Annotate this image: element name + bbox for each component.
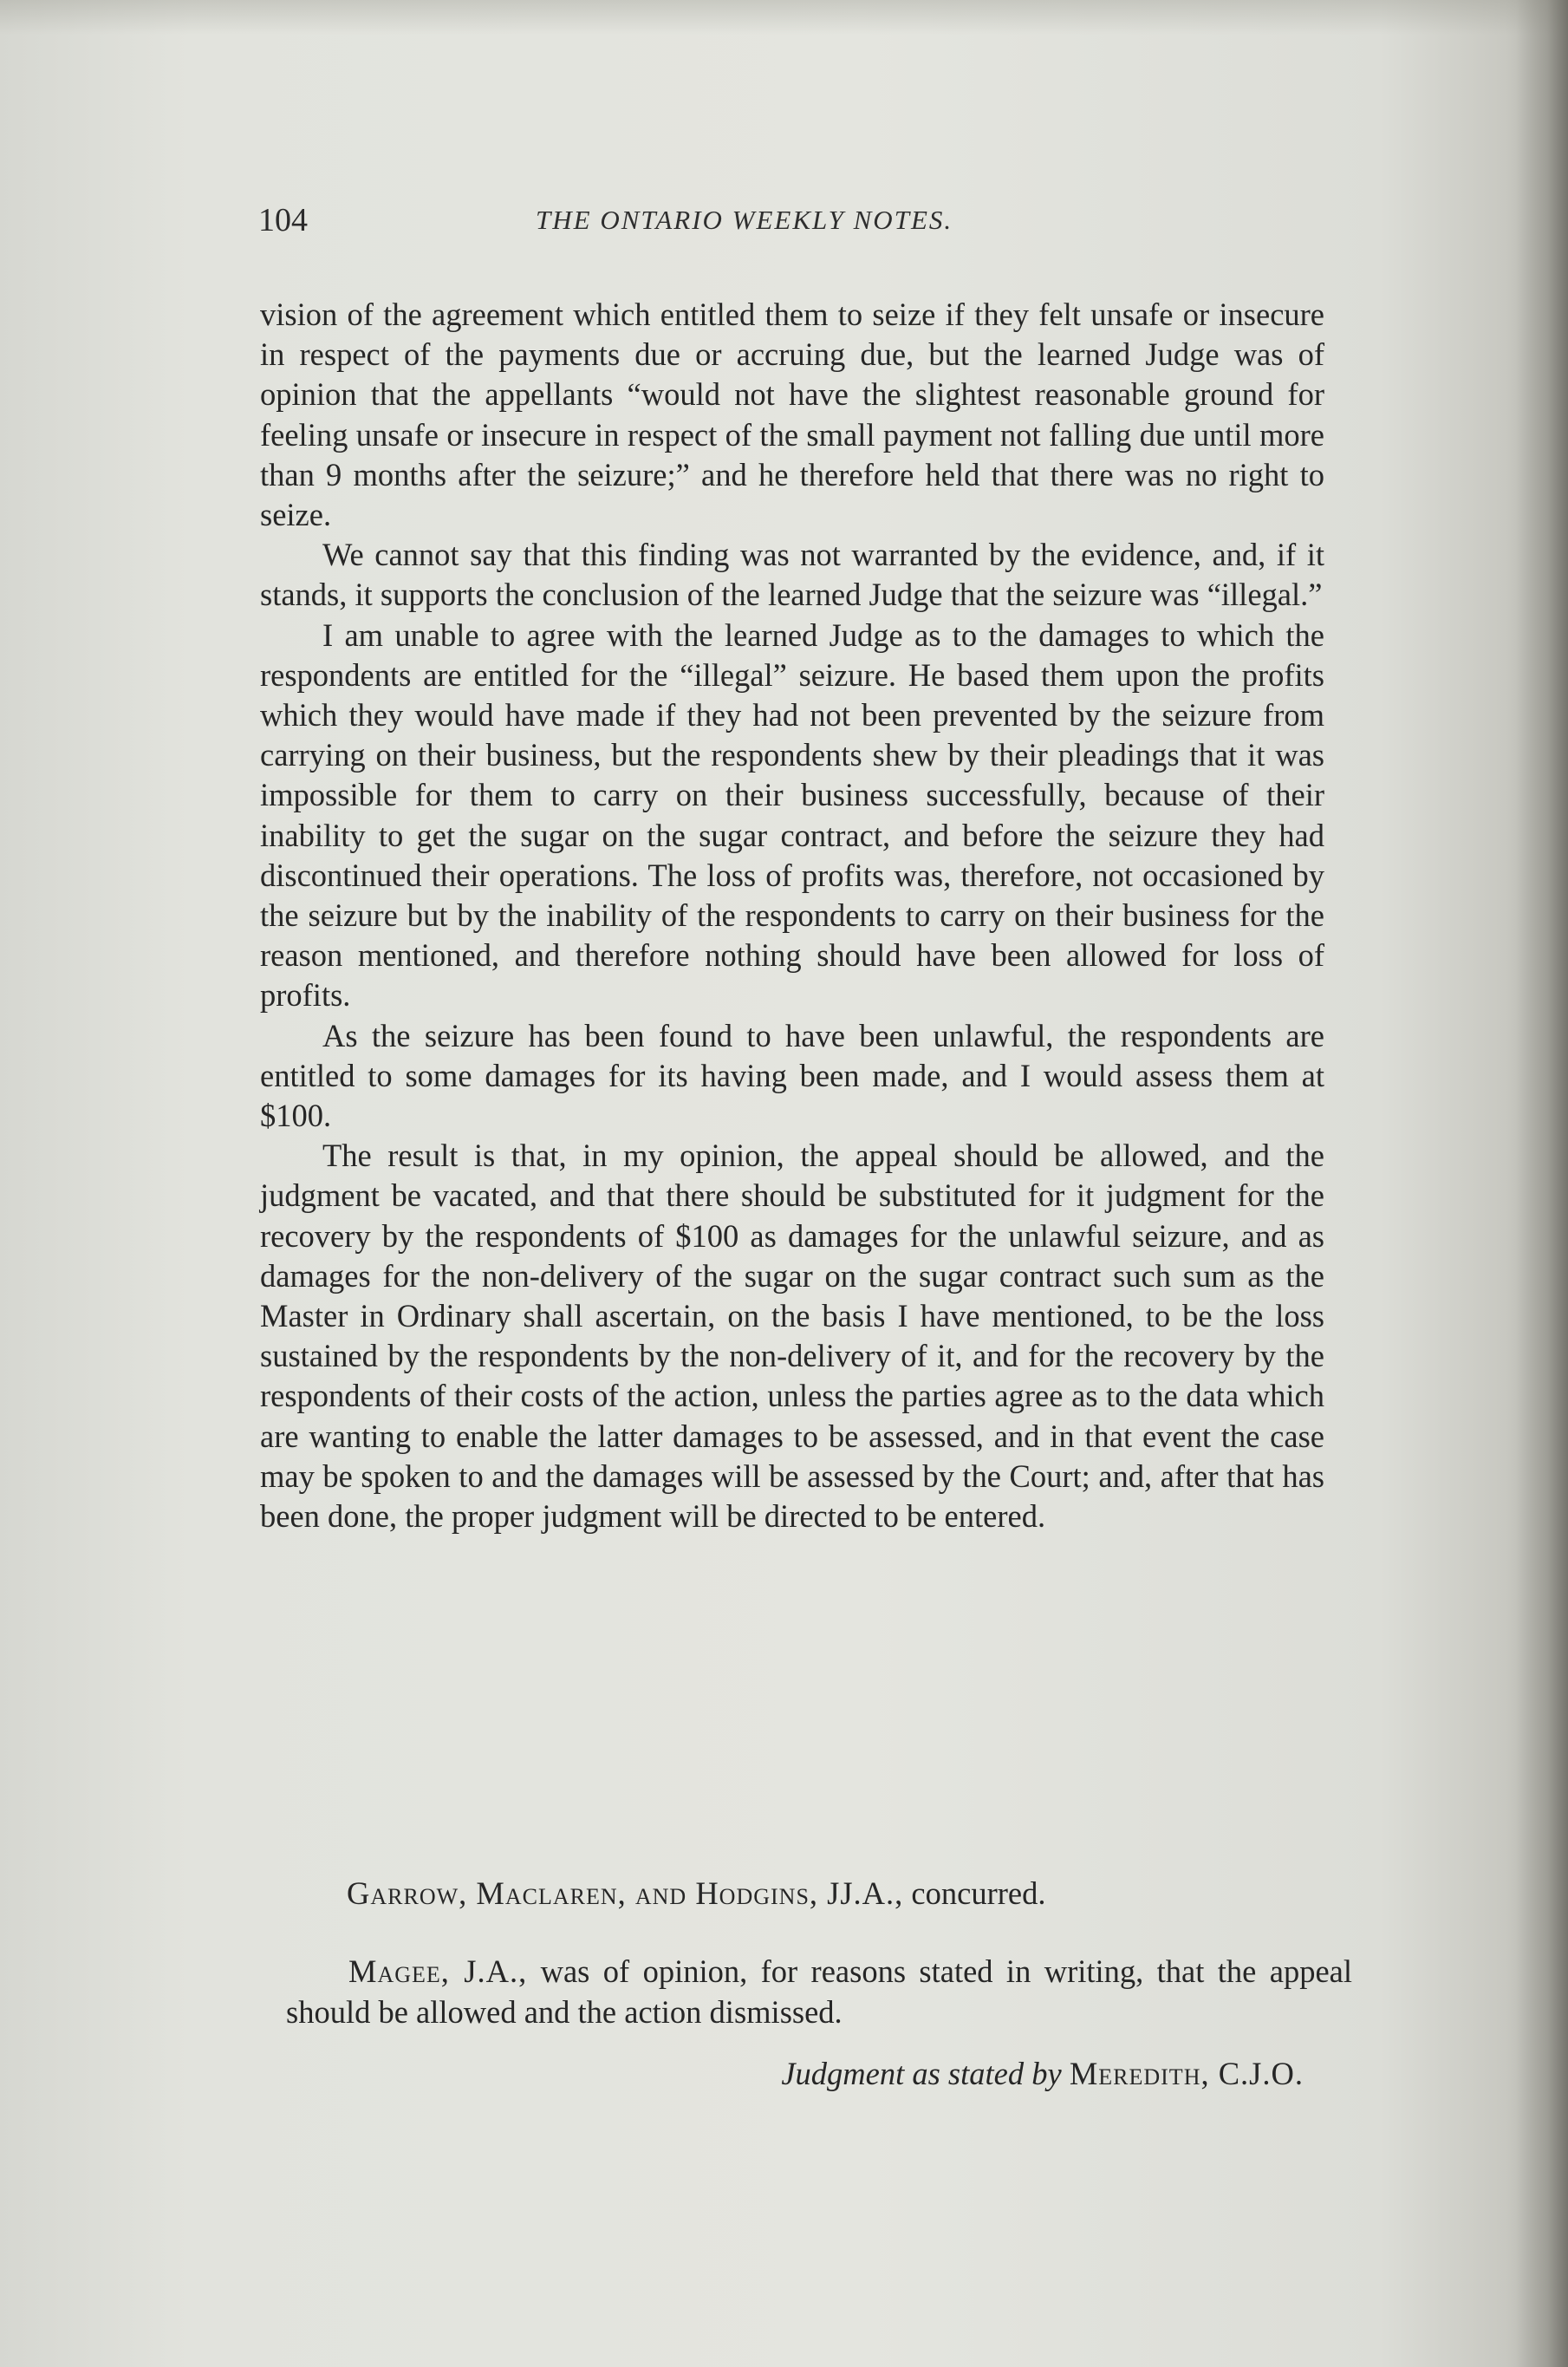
concurring-judges: Garrow, Maclaren, and Hodgins, JJ.A., [347,1875,904,1911]
dissent-text: was of opinion, for reasons stated in writing, that the appeal should be allowed and the action dismissed. [286,1953,1352,2030]
paragraph-result: The result is that, in my opinion, the appeal should be allowed, and the judgment be vacated, and that there should be substituted for it judgment for the recovery by the respondents of $100 as damages for the unlawful seizure, and as damages for the non-delivery of the sugar on the sugar contract such sum as the Master in Ordinary shall ascertain, on the basis I have mentioned, to be the loss sustained by the respondents by the non-delivery of it, and for the recovery by the respondents of their costs of the action, unless the parties agree as to the data which are wanting to enable the latter damages to be assessed, and in that event the case may be spoken to and the damages will be assessed by the Court; and, after that has been done, the proper judgment will be directed to be entered. [260,1138,1324,1535]
judgment-judge: Meredith, C.J.O. [1069,2056,1304,2091]
judgment-line [781,2055,1304,2092]
concurrence-line [260,1874,1335,1914]
page-header [258,201,1203,253]
paragraph-continuation: vision of the agreement which entitled them to seize if they felt unsafe or insecure in respect of the payments due or accruing due, but the learned Judge was of opinion that the appellants “would not have the slightest reasonable ground for feeling unsafe or insecure in respect of the small payment not falling due until more than 9 months after the seizure;” and he therefore held that there was no right to seize. [260,297,1324,533]
paragraph-assessment: As the seizure has been found to have been unlawful, the respondents are entitled to some damages for its having been made, and I would assess them at $100. [260,1017,1324,1134]
paragraph-finding: We cannot say that this finding was not warranted by the evidence, and, if it stands, it supports the conclusion of the learned Judge that the seizure was “illegal.” [260,537,1324,613]
body-text [260,295,1324,1536]
book-spine-shadow [1516,0,1568,2367]
paragraph-damages: I am unable to agree with the learned Judge as to the damages to which the respondents are entitled for the “illegal” seizure. He based them upon the profits which they would have made if they had not been prevented by the seizure from carrying on their business, but the respondents shew by their pleadings that it was impossible for them to carry on their business successfully, because of their inability to get the sugar on the sugar contract, and before the seizure they had discontinued their operations. The loss of profits was, therefore, not occasioned by the seizure but by the inability of the respondents to carry on their business for the reason mentioned, and therefore nothing should have been allowed for loss of profits. [260,616,1324,1014]
running-head: THE ONTARIO WEEKLY NOTES. [536,205,953,235]
concurrence-verb: concurred. [911,1875,1046,1911]
dissenting-judge: Magee, J.A., [348,1953,528,1989]
page-number: 104 [258,202,308,238]
page-top-shadow [0,0,1568,35]
judgment-label: Judgment as stated by [781,2056,1062,2091]
dissent-paragraph [286,1951,1352,2032]
